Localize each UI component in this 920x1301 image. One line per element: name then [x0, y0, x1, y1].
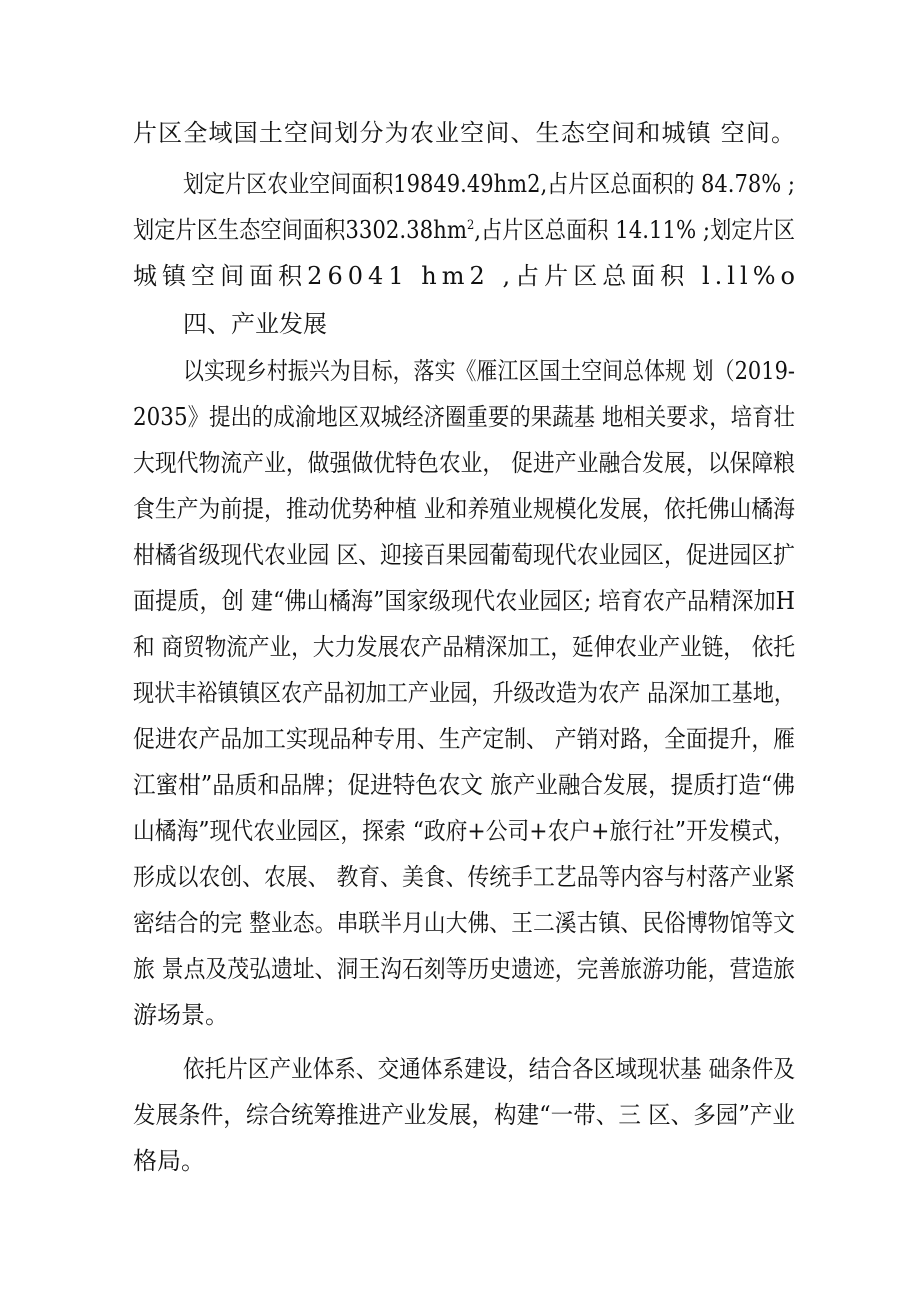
paragraph-4-line-7 [0, 624, 920, 670]
paragraph-4-line-1 [0, 348, 920, 394]
paragraph-5-line-3 [0, 1138, 920, 1184]
paragraph-5-line-2 [0, 1092, 920, 1138]
paragraph-4-line-9 [0, 716, 920, 762]
paragraph-5-line-1 [0, 1046, 920, 1092]
text-line: 以实现乡村振兴为目标，落实《雁江区国土空间总体规 划（2019- [183, 357, 795, 385]
text-line: 旅 景点及茂弘遗址、洞王沟石刻等历史遗迹，完善旅游功能，营造旅 [133, 955, 795, 983]
text-line: 片区全域国土空间划分为农业空间、生态空间和城镇 空间。 [133, 119, 797, 147]
paragraph-4-line-14 [0, 946, 920, 992]
superscript: 2 [466, 218, 475, 233]
text-line: 城镇空间面积26041 hm2 ,占片区总面积 l.ll%o [133, 262, 801, 290]
section-heading [0, 301, 920, 347]
text-line: 2035》提出的成渝地区双城经济圈重要的果蔬基 地相关要求，培育壮 [133, 403, 795, 431]
paragraph-4-line-2 [0, 394, 920, 440]
paragraph-4-line-5 [0, 532, 920, 578]
paragraph-4-line-15 [0, 992, 920, 1038]
text-line: 和 商贸物流产业，大力发展农产品精深加工，延伸农业产业链， 依托 [133, 633, 795, 661]
paragraph-4-line-6 [0, 578, 920, 624]
paragraph-4-line-11 [0, 808, 920, 854]
text-line: 柑橘省级现代农业园 区、迎接百果园葡萄现代农业园区，促进园区扩 [133, 541, 795, 569]
text-line: 促进农产品加工实现品种专用、生产定制、 产销对路，全面提升，雁 [133, 725, 795, 753]
text-line [133, 207, 795, 253]
paragraph-4-line-8 [0, 670, 920, 716]
text-line: 游场景。 [133, 1001, 229, 1029]
text-line: 密结合的完 整业态。串联半月山大佛、王二溪古镇、民俗博物馆等文 [133, 909, 795, 937]
text-line: 食生产为前提，推动优势种植 业和养殖业规模化发展，依托佛山橘海 [133, 495, 795, 523]
paragraph-2-line-3 [0, 253, 920, 299]
text-segment: 划定片区生态空间面积3302.38hm [133, 216, 467, 244]
text-line: 江蜜柑”品质和品牌；促进特色农文 旅产业融合发展，提质打造“佛 [133, 771, 795, 799]
paragraph-4-line-3 [0, 440, 920, 486]
paragraph-1-line-1 [0, 110, 920, 156]
text-segment: ,占片区总面积 14.11% ;划定片区 [474, 216, 795, 244]
paragraph-4-line-4 [0, 486, 920, 532]
paragraph-4-line-12 [0, 854, 920, 900]
text-line: 形成以农创、农展、 教育、美食、传统手工艺品等内容与村落产业紧 [133, 863, 795, 891]
paragraph-2-line-2 [0, 207, 920, 253]
text-line: 大现代物流产业，做强做优特色农业， 促进产业融合发展，以保障粮 [133, 449, 795, 477]
section-title: 四、产业发展 [183, 310, 327, 338]
text-line: 格局。 [133, 1147, 205, 1175]
text-line: 划定片区农业空间面积19849.49hm2,占片区总面积的 84.78% ; [183, 170, 795, 198]
text-line: 发展条件，综合统筹推进产业发展，构建“一带、三 区、多园”产业 [133, 1101, 795, 1129]
text-line: 现状丰裕镇镇区农产品初加工产业园，升级改造为农产 品深加工基地， [133, 679, 795, 707]
paragraph-4-line-10 [0, 762, 920, 808]
paragraph-4-line-13 [0, 900, 920, 946]
paragraph-2-line-1 [0, 161, 920, 207]
text-line: 面提质，创 建“佛山橘海”国家级现代农业园区; 培育农产品精深加H [133, 587, 795, 615]
text-line: 依托片区产业体系、交通体系建设，结合各区域现状基 础条件及 [183, 1055, 795, 1083]
text-line: 山橘海”现代农业园区，探索 “政府+公司+农户+旅行社”开发模式， [133, 817, 795, 845]
